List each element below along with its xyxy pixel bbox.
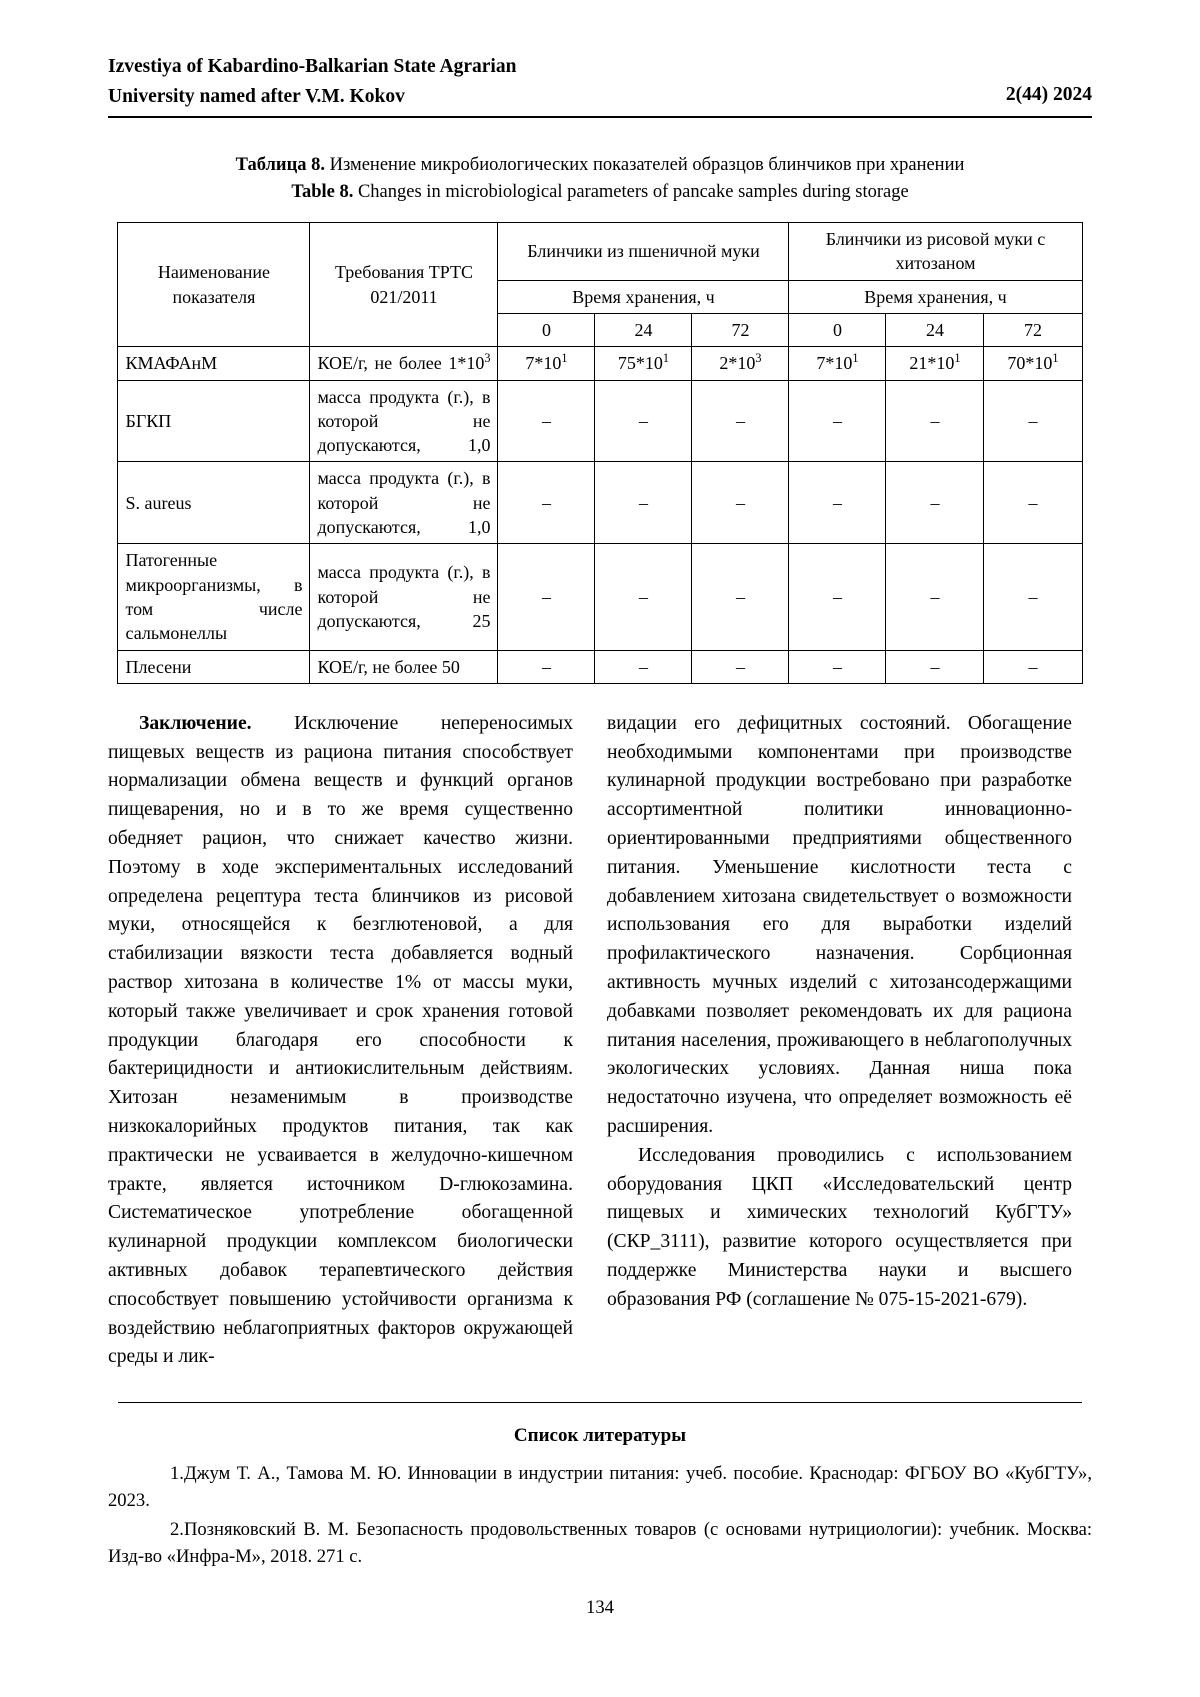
list-item	[108, 1517, 1092, 1571]
cell-value: –	[789, 650, 886, 683]
conclusion-paragraph	[108, 710, 573, 1372]
cell-name: Плесени	[118, 650, 310, 683]
cell-requirement: КОЕ/г, не более 50	[310, 650, 498, 683]
header-group-wheat: Блинчики из пшеничной муки	[498, 223, 789, 281]
conclusion-text-right-1: видации его дефицитных состояний. Обогащение необходимыми компонентами при производстве кулинарной продукции востребовано при разработке ассортиментной политики инновационно-ориентированными предприятиями общественного питания. Уменьшение кислотности теста с добавлением хитозана свидетельствует о возможности использования его для выработки изделий профилактического назначения. Сорбционная активность мучных изделий с хитозансодержащими добавками позволяет рекомендовать их для рациона питания населения, проживающего в неблагополучных экологических условиях. Данная ниша пока недостаточно изучена, что определяет возможность её расширения.	[607, 712, 1072, 1137]
cell-requirement-text: КОЕ/г, не более 1*10	[317, 353, 485, 374]
journal-title	[108, 52, 516, 112]
conclusion-text-left: Исключение непереносимых пищевых веществ из рациона питания способствует нормализации обмена веществ и функций органов пищеварения, но и в то же время существенно обедняет рацион, что снижает качество жизни. Поэтому в ходе экспериментальных исследований определена рецептура теста блинчиков из рисовой муки, относящейся к безглютеновой, а для стабилизации вязкости теста добавляется водный раствор хитозана в количестве 1% от массы муки, который также увеличивает и срок хранения готовой продукции благодаря его способности к бактерицидности и антиокислительным действиям. Хитозан незаменимым в производстве низкокалорийных продуктов питания, так как практически не усваивается в желудочно-кишечном тракте, является источником D-глюкозамина. Систематическое употребление обогащенной кулинарной продукции комплексом биологически активных добавок терапевтического действия способствует повышению устойчивости организма к воздействию неблагоприятных факторов окружающей среды и лик-	[108, 712, 573, 1368]
cell-value	[789, 347, 886, 380]
cell-value-base: 70*10	[1007, 353, 1053, 374]
cell-requirement-text: масса продукта (г.), в которой не допускаются, 1,0	[317, 468, 491, 538]
cell-value: –	[789, 462, 886, 544]
cell-value: –	[984, 650, 1082, 683]
header-time-w-24: 24	[595, 313, 692, 346]
conclusion-text-right-2: Исследования проводились с использованием оборудования ЦКП «Исследовательский центр пищевых и химических технологий КубГТУ» (СКР_3111), развитие которого осуществляется при поддержке Министерства науки и высшего образования РФ (соглашение № 075-15-2021-679).	[607, 1144, 1072, 1310]
cell-requirement	[310, 347, 498, 380]
header-group-rice-chitosan: Блинчики из рисовой муки с хитозаном	[789, 223, 1082, 281]
references-divider	[118, 1402, 1082, 1403]
cell-value: –	[498, 462, 595, 544]
cell-value: –	[984, 462, 1082, 544]
cell-value: –	[984, 544, 1082, 650]
cell-value-sup: 1	[1052, 351, 1059, 366]
cell-value-sup: 1	[852, 351, 859, 366]
table-row	[118, 380, 1082, 462]
column-left	[108, 710, 573, 1372]
cell-value: –	[886, 462, 984, 544]
issue-number: 2(44) 2024	[1005, 84, 1092, 106]
table-row	[118, 347, 1082, 380]
body-columns	[108, 710, 1092, 1372]
cell-name: КМАФАнМ	[118, 347, 310, 380]
header-time-w-0: 0	[498, 313, 595, 346]
cell-value-sup: 1	[954, 351, 961, 366]
cell-value	[498, 347, 595, 380]
cell-value: –	[692, 544, 789, 650]
cell-value: –	[595, 650, 692, 683]
table-row	[118, 462, 1082, 544]
cell-name: БГКП	[118, 380, 310, 462]
table-caption-ru	[108, 152, 1092, 179]
header-requirement: Требования ТРТС 021/2011	[310, 223, 498, 347]
cell-value	[595, 347, 692, 380]
reference-number: 2.	[170, 1519, 184, 1541]
cell-requirement-text: масса продукта (г.), в которой не допускаются, 1,0	[317, 386, 491, 456]
cell-value-sup: 1	[662, 351, 670, 366]
microbiology-table	[117, 222, 1082, 684]
cell-value-base: 7*10	[816, 353, 853, 374]
cell-value: –	[789, 544, 886, 650]
cell-value	[886, 347, 984, 380]
header-time-w-72: 72	[692, 313, 789, 346]
table-caption	[108, 152, 1092, 206]
cell-value	[984, 347, 1082, 380]
cell-value: –	[886, 544, 984, 650]
table-caption-ru-label: Таблица 8.	[235, 155, 325, 176]
page-number: 134	[586, 1596, 614, 1618]
cell-value: –	[692, 380, 789, 462]
cell-requirement	[310, 462, 498, 544]
cell-value	[692, 347, 789, 380]
cell-value: –	[498, 380, 595, 462]
header-storage-time-rice: Время хранения, ч	[789, 280, 1082, 313]
cell-value: –	[886, 380, 984, 462]
column-right	[607, 710, 1072, 1372]
cell-requirement	[310, 544, 498, 650]
cell-value: –	[595, 544, 692, 650]
cell-requirement-text: масса продукта (г.), в которой не допускаются, 25	[317, 562, 491, 632]
cell-value-base: 75*10	[617, 353, 663, 374]
reference-text: Позняковский В. М. Безопасность продовольственных товаров (с основами нутрициологии): учебник. Москва: Изд-во «Инфра-М», 2018. 271 с.	[108, 1519, 1092, 1567]
journal-title-line2: University named after V.M. Kokov	[108, 86, 405, 108]
cell-value-base: 21*10	[909, 353, 955, 374]
table-caption-en	[108, 179, 1092, 206]
journal-title-line1: Izvestiya of Kabardino-Balkarian State Agrarian	[108, 56, 517, 77]
cell-value-base: 2*10	[719, 353, 756, 374]
cell-value: –	[498, 650, 595, 683]
cell-name: Патогенные микроорганизмы, в том числе сальмонеллы	[118, 544, 310, 650]
cell-value: –	[886, 650, 984, 683]
cell-value-sup: 3	[755, 351, 762, 366]
cell-value: –	[692, 650, 789, 683]
cell-requirement-sup: 3	[484, 351, 491, 366]
cell-name: S. aureus	[118, 462, 310, 544]
references-list	[108, 1461, 1092, 1571]
list-item	[108, 1461, 1092, 1515]
header-time-r-0: 0	[789, 313, 886, 346]
reference-number: 1.	[170, 1463, 184, 1485]
header-indicator-name: Наименование показателя	[118, 223, 310, 347]
table-row	[118, 650, 1082, 683]
header-time-r-24: 24	[886, 313, 984, 346]
cell-requirement	[310, 380, 498, 462]
cell-value: –	[595, 380, 692, 462]
cell-value: –	[498, 544, 595, 650]
table-caption-en-label: Table 8.	[291, 182, 354, 203]
table-caption-ru-text: Изменение микробиологических показателей образцов блинчиков при хранении	[324, 155, 965, 176]
conclusion-label: Заключение.	[139, 712, 252, 734]
cell-value: –	[595, 462, 692, 544]
cell-value: –	[692, 462, 789, 544]
cell-value-sup: 1	[561, 351, 568, 366]
header-time-r-72: 72	[984, 313, 1082, 346]
table-caption-en-text: Changes in microbiological parameters of pancake samples during storage	[353, 182, 909, 203]
table-row	[118, 544, 1082, 650]
reference-text: Джум Т. А., Тамова М. Ю. Инновации в индустрии питания: учеб. пособие. Краснодар: ФГБОУ ВО «КубГТУ», 2023.	[108, 1463, 1092, 1512]
cell-value: –	[789, 380, 886, 462]
cell-value: –	[984, 380, 1082, 462]
cell-value-base: 7*10	[525, 353, 562, 374]
table-header-row-1	[118, 223, 1082, 281]
references-title: Список литературы	[513, 1425, 687, 1447]
header-storage-time-wheat: Время хранения, ч	[498, 280, 789, 313]
running-head	[108, 52, 1092, 118]
table-body	[118, 347, 1082, 684]
